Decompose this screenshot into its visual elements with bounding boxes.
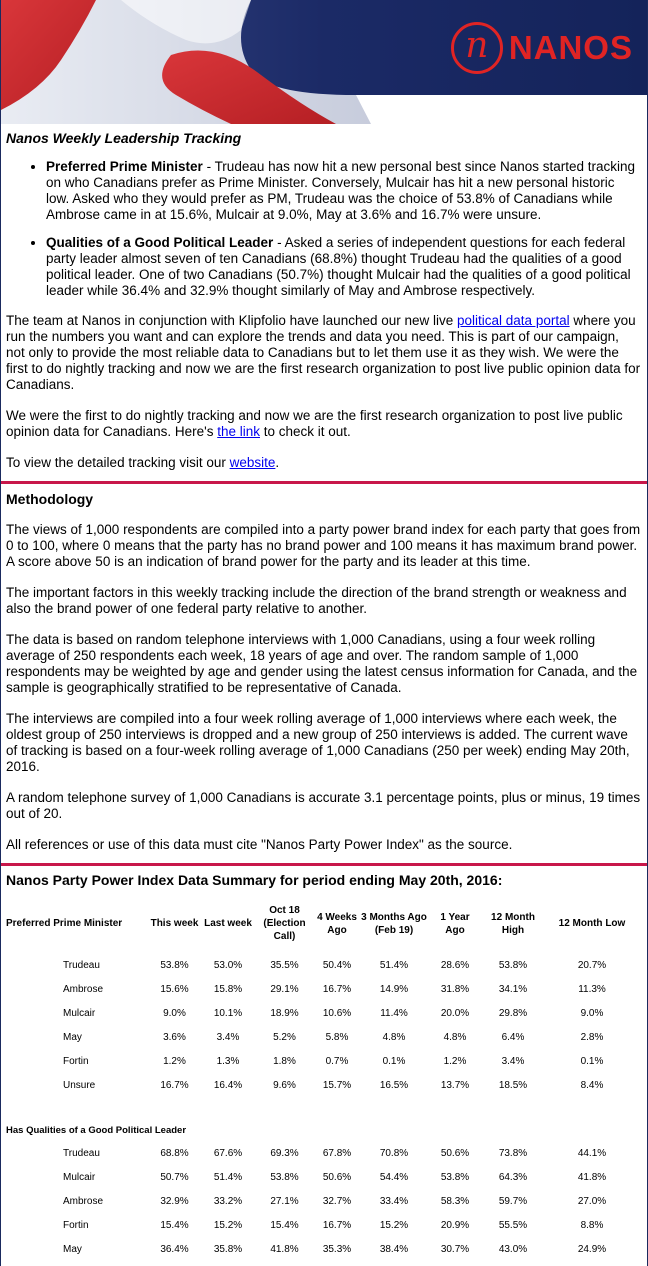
value-cell: 50.6% <box>440 1147 470 1159</box>
column-header: 4 Weeks Ago <box>317 911 357 936</box>
table-row <box>6 1213 638 1237</box>
value-cell: 41.8% <box>577 1171 607 1183</box>
methodology-paragraph: All references or use of this data must cite "Nanos Party Power Index" as the source. <box>6 837 513 852</box>
value-cell: 1.3% <box>216 1055 240 1067</box>
value-cell: 53.0% <box>213 959 243 971</box>
spacer-row <box>6 943 638 953</box>
bullet-text: - Trudeau has now hit a new personal best since Nanos started tracking on who Canadians prefer as Prime Minister. Conversely, Mulcair has hit a new personal historic low. Asked who they would prefer as PM, Trudeau was the choice of 53.8% of Canadians while Ambrose came in at 15.6%, Mulcair at 9.0%, May at 3.6% and 16.7% were unsure. <box>46 159 636 222</box>
bullet-qualities <box>46 235 641 299</box>
value-cell: 51.4% <box>213 1171 243 1183</box>
paragraph-text: We were the first to do nightly tracking and now we are the first research organization to post live public opinion data for Canadians. Here's <box>6 408 623 439</box>
value-cell: 69.3% <box>270 1147 299 1159</box>
value-cell: 20.7% <box>577 959 607 971</box>
value-cell: 50.7% <box>160 1171 189 1183</box>
tracking-title: Nanos Weekly Leadership Tracking <box>6 130 242 146</box>
value-cell: 11.3% <box>578 983 606 995</box>
value-cell: 18.5% <box>498 1079 528 1091</box>
methodology-section <box>1 484 647 863</box>
tracking-section <box>1 124 647 471</box>
column-header: Last week <box>204 918 252 929</box>
leader-name-cell: Mulcair <box>63 1007 96 1019</box>
value-cell: 3.4% <box>216 1031 240 1043</box>
value-cell: 1.2% <box>163 1055 186 1067</box>
value-cell: 33.2% <box>213 1195 243 1207</box>
leader-name-cell: Fortin <box>63 1219 89 1231</box>
leader-name-cell: May <box>63 1243 82 1255</box>
bullet-text: - Asked a series of independent questions for each federal party leader almost seven of ten Canadians (68.8%) thought Trudeau had the qualities of a good political leader. One of two Canadians (50.7%) thought Mulcair had the qualities of a good political leader while 36.4% and 32.9% thought similarly of May and Ambrose respectively. <box>46 235 631 298</box>
preferred-pm-rows <box>6 953 638 1097</box>
value-cell: 9.0% <box>163 1007 186 1019</box>
value-cell: 36.4% <box>160 1243 189 1255</box>
value-cell: 15.7% <box>322 1079 352 1091</box>
value-cell: 10.1% <box>213 1007 243 1019</box>
value-cell: 16.4% <box>213 1079 243 1091</box>
value-cell: 1.8% <box>273 1055 296 1067</box>
value-cell: 58.3% <box>440 1195 470 1207</box>
value-cell: 33.4% <box>379 1195 409 1207</box>
column-header: 1 Year Ago <box>440 911 470 936</box>
value-cell: 55.5% <box>498 1219 528 1231</box>
paragraph-text: where you run the numbers you want and can explore the trends and data you need. This is part of our campaign, not only to provide the most reliable data to Canadians but to let them use it as they wish. We were the first to do nightly tracking and now we are the first research organization to post live public opinion data for Canadians. <box>6 313 641 392</box>
column-header: 3 Months Ago (Feb 19) <box>361 911 427 936</box>
summary-table <box>6 904 638 1261</box>
header-banner <box>1 0 647 124</box>
value-cell: 29.1% <box>270 983 299 995</box>
website-link[interactable]: website <box>229 455 276 470</box>
value-cell: 8.8% <box>580 1219 604 1231</box>
methodology-title: Methodology <box>6 491 94 507</box>
leader-name-cell: Fortin <box>63 1055 89 1067</box>
value-cell: 73.8% <box>498 1147 528 1159</box>
column-header: Preferred Prime Minister <box>6 918 123 929</box>
tracking-bullets <box>6 159 641 299</box>
value-cell: 38.4% <box>379 1243 409 1255</box>
value-cell: 16.7% <box>322 983 352 995</box>
value-cell: 34.1% <box>498 983 528 995</box>
column-header: Oct 18 (Election Call) <box>263 905 306 942</box>
leader-name-cell: Ambrose <box>63 1195 104 1207</box>
value-cell: 53.8% <box>440 1171 470 1183</box>
qualities-rows <box>6 1141 638 1261</box>
value-cell: 8.4% <box>580 1079 604 1091</box>
bullet-heading: Qualities of a Good Political Leader <box>46 235 274 250</box>
leader-name-cell: Unsure <box>63 1079 96 1091</box>
value-cell: 27.1% <box>270 1195 299 1207</box>
leader-name-cell: May <box>63 1031 82 1043</box>
value-cell: 10.6% <box>322 1007 352 1019</box>
value-cell: 20.9% <box>440 1219 470 1231</box>
value-cell: 51.4% <box>379 959 409 971</box>
table-row <box>6 1001 638 1025</box>
methodology-paragraph: The important factors in this weekly tracking include the direction of the brand strength or weakness and also the brand power of one federal party relative to another. <box>6 585 627 616</box>
value-cell: 35.8% <box>213 1243 243 1255</box>
value-cell: 20.0% <box>440 1007 470 1019</box>
bullet-preferred-pm <box>46 159 641 223</box>
value-cell: 64.3% <box>498 1171 528 1183</box>
value-cell: 11.4% <box>380 1007 408 1019</box>
paragraph-text: to check it out. <box>260 424 351 439</box>
summary-section <box>1 866 647 1261</box>
value-cell: 70.8% <box>379 1147 409 1159</box>
table-row <box>6 1237 638 1261</box>
paragraph-text: To view the detailed tracking visit our <box>6 455 230 470</box>
table-row <box>6 1073 638 1097</box>
website-paragraph <box>6 455 641 471</box>
methodology-paragraph: The interviews are compiled into a four week rolling average of 1,000 interviews where each week, the oldest group of 250 interviews is dropped and a new group of 250 interviews is added. The current wave of tracking is based on a four-week rolling average of 1,000 Canadians (250 per week) ending May 20th, 2016. <box>6 711 630 774</box>
column-header: 12 Month Low <box>558 918 626 929</box>
value-cell: 15.2% <box>379 1219 409 1231</box>
value-cell: 5.2% <box>273 1031 296 1043</box>
bullet-heading: Preferred Prime Minister <box>46 159 203 174</box>
link-paragraph <box>6 408 641 440</box>
logo-mark-icon: n <box>451 22 503 74</box>
value-cell: 15.4% <box>270 1219 299 1231</box>
methodology-paragraph: The views of 1,000 respondents are compiled into a party power brand index for each party that goes from 0 to 100, where 0 means that the party has no brand power and 100 means it has maximum brand power. A score above 50 is an indication of brand power for the party and its leader at this time. <box>6 522 641 569</box>
check-it-out-link[interactable]: the link <box>217 424 260 439</box>
nanos-logo <box>451 22 633 74</box>
value-cell: 44.1% <box>577 1147 607 1159</box>
portal-paragraph <box>6 313 641 393</box>
table-row <box>6 1141 638 1165</box>
value-cell: 35.3% <box>322 1243 352 1255</box>
value-cell: 30.7% <box>440 1243 470 1255</box>
value-cell: 9.0% <box>580 1007 604 1019</box>
paragraph-text: . <box>275 455 280 470</box>
methodology-paragraph: The data is based on random telephone interviews with 1,000 Canadians, using a four week rolling average of 250 respondents each week, 18 years of age and over. The random sample of 1,000 respondents may be weighted by age and gender using the latest census information for Canada, and the sample is geographically stratified to be representative of Canada. <box>6 632 638 695</box>
value-cell: 27.0% <box>577 1195 607 1207</box>
value-cell: 53.8% <box>270 1171 299 1183</box>
value-cell: 68.8% <box>160 1147 189 1159</box>
value-cell: 9.6% <box>273 1079 296 1091</box>
table-row <box>6 1025 638 1049</box>
value-cell: 53.8% <box>498 959 528 971</box>
column-header: This week <box>150 918 199 929</box>
value-cell: 31.8% <box>440 983 470 995</box>
value-cell: 0.1% <box>580 1055 604 1067</box>
value-cell: 24.9% <box>577 1243 607 1255</box>
value-cell: 53.8% <box>160 959 189 971</box>
value-cell: 14.9% <box>379 983 409 995</box>
value-cell: 13.7% <box>440 1079 470 1091</box>
qualities-label: Has Qualities of a Good Political Leader <box>6 1125 187 1136</box>
leader-name-cell: Trudeau <box>63 1147 100 1159</box>
value-cell: 4.8% <box>382 1031 406 1043</box>
table-row <box>6 1189 638 1213</box>
value-cell: 16.7% <box>160 1079 189 1091</box>
value-cell: 0.1% <box>382 1055 406 1067</box>
value-cell: 28.6% <box>440 959 470 971</box>
table-row <box>6 977 638 1001</box>
qualities-label-row <box>6 1097 638 1141</box>
value-cell: 43.0% <box>498 1243 528 1255</box>
value-cell: 41.8% <box>270 1243 299 1255</box>
value-cell: 16.5% <box>379 1079 409 1091</box>
value-cell: 18.9% <box>270 1007 299 1019</box>
value-cell: 32.7% <box>322 1195 352 1207</box>
value-cell: 6.4% <box>501 1031 525 1043</box>
leader-name-cell: Ambrose <box>63 983 104 995</box>
logo-text: NANOS <box>508 29 633 66</box>
value-cell: 5.8% <box>325 1031 349 1043</box>
summary-title: Nanos Party Power Index Data Summary for period ending May 20th, 2016: <box>6 872 503 888</box>
table-row <box>6 1165 638 1189</box>
column-header: 12 Month High <box>491 911 535 936</box>
value-cell: 1.2% <box>443 1055 467 1067</box>
leader-name-cell: Mulcair <box>63 1171 96 1183</box>
value-cell: 3.4% <box>501 1055 525 1067</box>
table-header-row <box>6 904 638 943</box>
value-cell: 15.6% <box>160 983 189 995</box>
value-cell: 15.4% <box>160 1219 189 1231</box>
table-row <box>6 953 638 977</box>
leader-name-cell: Trudeau <box>63 959 100 971</box>
paragraph-text: The team at Nanos in conjunction with Klipfolio have launched our new live <box>6 313 458 328</box>
table-row <box>6 1049 638 1073</box>
value-cell: 67.8% <box>322 1147 352 1159</box>
value-cell: 50.6% <box>322 1171 352 1183</box>
value-cell: 0.7% <box>325 1055 349 1067</box>
value-cell: 3.6% <box>163 1031 186 1043</box>
value-cell: 16.7% <box>322 1219 352 1231</box>
value-cell: 54.4% <box>379 1171 409 1183</box>
value-cell: 67.6% <box>213 1147 243 1159</box>
value-cell: 15.2% <box>213 1219 243 1231</box>
value-cell: 59.7% <box>498 1195 528 1207</box>
methodology-paragraph: A random telephone survey of 1,000 Canadians is accurate 3.1 percentage points, plus or minus, 19 times out of 20. <box>6 790 641 821</box>
value-cell: 50.4% <box>322 959 352 971</box>
value-cell: 32.9% <box>160 1195 189 1207</box>
value-cell: 35.5% <box>270 959 299 971</box>
value-cell: 15.8% <box>213 983 243 995</box>
value-cell: 4.8% <box>443 1031 467 1043</box>
value-cell: 29.8% <box>498 1007 528 1019</box>
political-data-portal-link[interactable]: political data portal <box>457 313 570 328</box>
value-cell: 2.8% <box>580 1031 604 1043</box>
